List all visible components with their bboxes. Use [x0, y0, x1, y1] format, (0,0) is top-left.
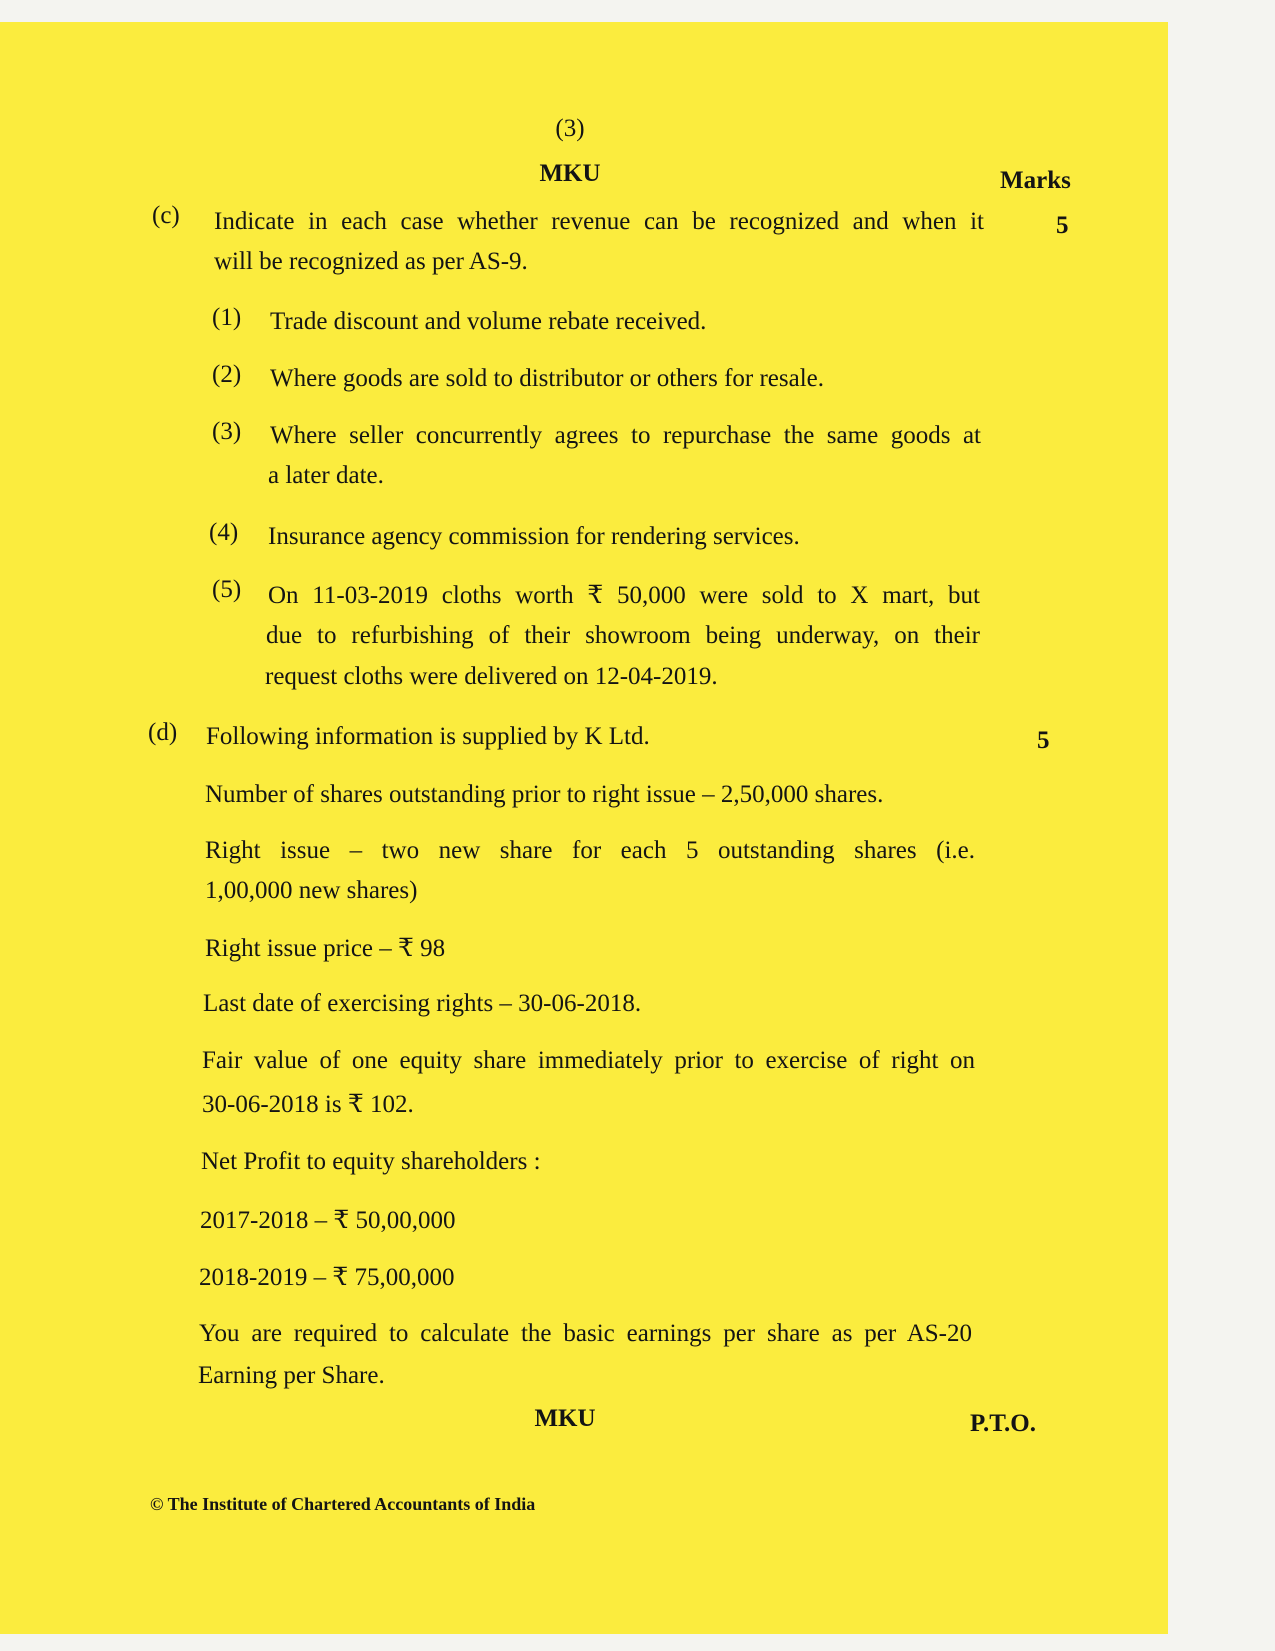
marks-column-heading: Marks [1000, 167, 1071, 194]
paper-code-header: MKU [539, 160, 601, 187]
question-d-marks: 5 [1037, 727, 1050, 754]
question-c-label: (c) [152, 202, 180, 229]
question-c-line1: Indicate in each case whether revenue can be recognized and when it [214, 208, 984, 235]
question-c-line2: will be recognized as per AS-9. [214, 248, 528, 275]
net-profit-heading: Net Profit to equity shareholders : [201, 1148, 541, 1175]
right-issue-line2: 1,00,000 new shares) [205, 877, 418, 904]
right-issue-line1: Right issue – two new share for each 5 outstanding shares (i.e. [205, 837, 975, 864]
item-c5-line2: due to refurbishing of their showroom being underway, on their [266, 622, 980, 649]
page-number: (3) [555, 115, 585, 142]
last-date-of-rights: Last date of exercising rights – 30-06-2018. [203, 990, 642, 1017]
item-c1-text: Trade discount and volume rebate received. [270, 308, 707, 335]
item-c5-number: (5) [212, 576, 242, 603]
item-c1-number: (1) [212, 304, 242, 331]
item-c5-line3: request cloths were delivered on 12-04-2019. [265, 663, 718, 690]
required-line2: Earning per Share. [198, 1362, 385, 1389]
copyright-notice: © The Institute of Chartered Accountants of India [150, 1494, 536, 1514]
item-c4-text: Insurance agency commission for rendering services. [268, 523, 800, 550]
net-profit-2017-2018: 2017-2018 – ₹ 50,00,000 [200, 1207, 456, 1234]
item-c2-number: (2) [212, 361, 242, 388]
right-issue-price: Right issue price – ₹ 98 [205, 935, 446, 962]
exam-page [0, 22, 1168, 1634]
item-c5-line1: On 11-03-2019 cloths worth ₹ 50,000 were sold to X mart, but [268, 582, 980, 609]
item-c3-line2: a later date. [268, 462, 384, 489]
item-c4-number: (4) [209, 519, 239, 546]
fair-value-line2: 30-06-2018 is ₹ 102. [202, 1091, 414, 1118]
item-c3-number: (3) [212, 418, 242, 445]
shares-outstanding: Number of shares outstanding prior to right issue – 2,50,000 shares. [205, 781, 884, 808]
please-turn-over: P.T.O. [970, 1410, 1036, 1437]
required-line1: You are required to calculate the basic earnings per share as per AS-20 [199, 1320, 972, 1347]
question-d-intro: Following information is supplied by K Ltd. [206, 723, 650, 750]
item-c2-text: Where goods are sold to distributor or others for resale. [270, 365, 825, 392]
fair-value-line1: Fair value of one equity share immediately prior to exercise of right on [202, 1047, 975, 1074]
question-c-marks: 5 [1056, 212, 1069, 239]
item-c3-line1: Where seller concurrently agrees to repurchase the same goods at [270, 422, 981, 449]
net-profit-2018-2019: 2018-2019 – ₹ 75,00,000 [199, 1264, 455, 1291]
question-d-label: (d) [148, 719, 178, 746]
paper-code-footer: MKU [534, 1405, 596, 1432]
